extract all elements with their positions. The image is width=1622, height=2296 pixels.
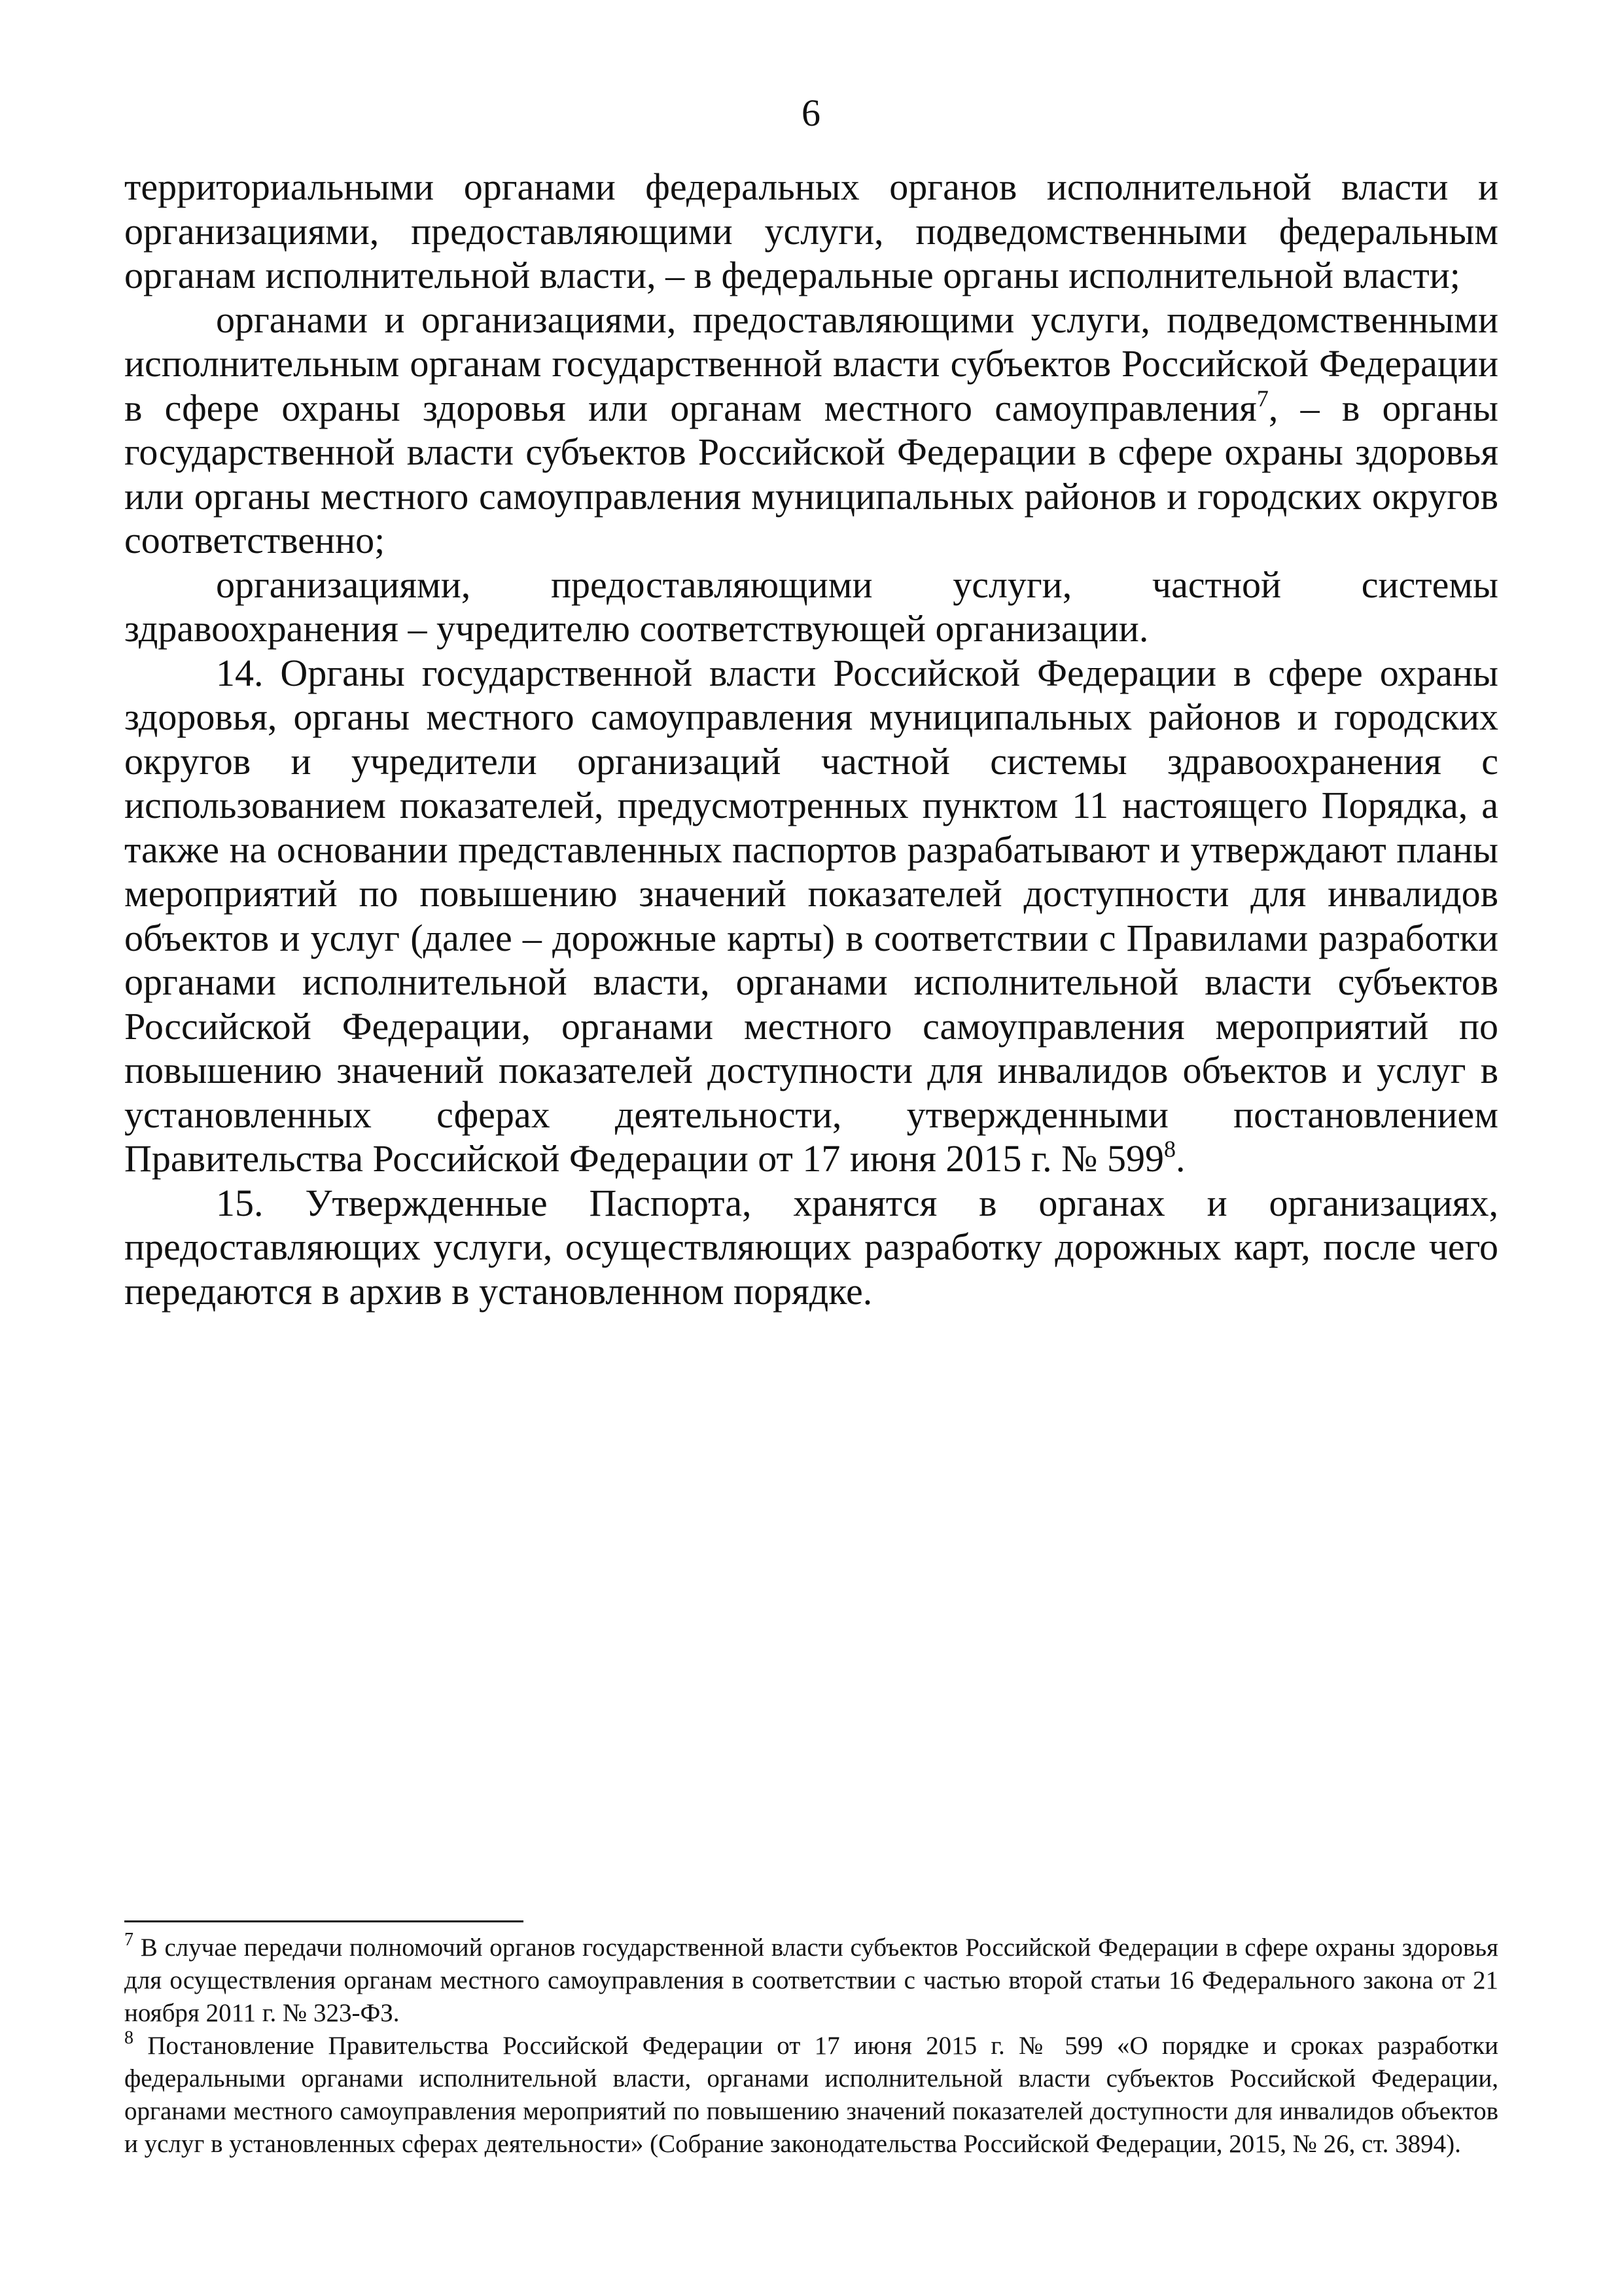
paragraph-federal-bodies: территориальными органами федеральных органов исполнительной власти и организациями, предоставляющими услуги, подведомственными федеральным органам исполнительной власти, – в федеральные органы исполнительной власти; <box>124 166 1498 296</box>
paragraph-regional-bodies <box>124 298 1498 563</box>
paragraph-regional-bodies-cont: , – в органы государственной власти субъектов Российской Федерации в сфере охраны здоровья или органы местного самоуправления муниципальных районов и городских округов соответственно; <box>124 386 1498 561</box>
footnotes <box>124 1932 1498 2161</box>
paragraph-regional-bodies-text: органами и организациями, предоставляющими услуги, подведомственными исполнительным органам государственной власти субъектов Российской Федерации в сфере охраны здоровья или органам местного самоуправления <box>124 298 1498 429</box>
paragraph-item-14-end: . <box>1176 1137 1186 1180</box>
paragraph-item-15: 15. Утвержденные Паспорта, хранятся в органах и организациях, предоставляющих услуги, осуществляющих разработку дорожных карт, после чего передаются в архив в установленном порядке. <box>124 1181 1498 1313</box>
document-body <box>124 165 1498 1313</box>
paragraph-private-organizations: организациями, предоставляющими услуги, частной системы здравоохранения – учредителю соответствующей организации. <box>124 563 1498 650</box>
footnote-separator <box>124 1920 523 1922</box>
footnote-7 <box>124 1932 1498 2030</box>
footnote-marker-8: 8 <box>124 2028 133 2048</box>
footnote-ref-7: 7 <box>1256 385 1269 412</box>
paragraph-item-14-text: 14. Органы государственной власти Российской Федерации в сфере охраны здоровья, органы местного самоуправления муниципальных районов и городских округов и учредители организаций частной системы здравоохранения с использованием показателей, предусмотренных пунктом 11 настоящего Порядка, а также на основании представленных паспортов разрабатывают и утверждают планы мероприятий по повышению значений показателей доступности для инвалидов объектов и услуг (далее – дорожные карты) в соответствии с Правилами разработки органами исполнительной власти, органами исполнительной власти субъектов Российской Федерации, органами местного самоуправления мероприятий по повышению значений показателей доступности для инвалидов объектов и услуг в установленных сферах деятельности, утвержденными постановлением Правительства Российской Федерации от 17 июня 2015 г. № 599 <box>124 651 1498 1180</box>
page-number: 6 <box>802 92 820 134</box>
footnote-marker-7: 7 <box>124 1930 133 1950</box>
footnote-ref-8: 8 <box>1164 1136 1176 1162</box>
footnote-8-text: Постановление Правительства Российской Федерации от 17 июня 2015 г. № 599 «О порядке и сроках разработки федеральными органами исполнительной власти, органами исполнительной власти субъектов Российской Федерации, органами местного самоуправления мероприятий по повышению значений показателей доступности для инвалидов объектов и услуг в установленных сферах деятельности» (Собрание законодательства Российской Федерации, 2015, № 26, ст. 3894). <box>124 2032 1498 2158</box>
paragraph-item-14 <box>124 651 1498 1181</box>
footnote-7-text: В случае передачи полномочий органов государственной власти субъектов Российской Федерации в сфере охраны здоровья для осуществления органам местного самоуправления в соответствии с частью второй статьи 16 Федерального закона от 21 ноября 2011 г. № 323-ФЗ. <box>124 1934 1498 2027</box>
footnote-8 <box>124 2030 1498 2161</box>
